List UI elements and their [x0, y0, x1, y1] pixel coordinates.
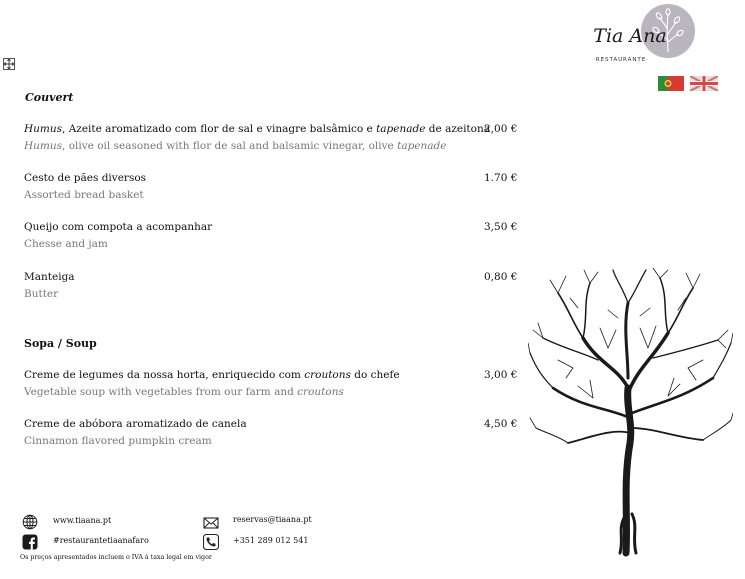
menu-item-butter-price: 0,80 €: [484, 271, 518, 283]
menu-item-pumpkin-pt: Creme de abóbora aromatizado de canela: [24, 418, 247, 430]
uk-flag-icon: [690, 76, 718, 91]
menu-item-bread-price: 1.70 €: [484, 172, 518, 184]
menu-item-vegetable-soup-price: 3,00 €: [484, 369, 518, 381]
footer-vat-note: Os preços apresentados incluem o IVA à taxa legal em vigor: [20, 554, 212, 561]
phone-icon: [203, 534, 219, 550]
menu-item-butter-pt: Manteiga: [24, 271, 75, 283]
footer-email-link[interactable]: reservas@tiaana.pt: [233, 515, 312, 524]
envelope-icon: [203, 515, 219, 531]
section-title-couvert: Couvert: [25, 91, 74, 104]
language-en-button[interactable]: [690, 76, 716, 91]
brand-name: Tia Ana: [593, 25, 667, 47]
menu-item-vegetable-soup-pt: Creme de legumes da nossa horta, enriquecido com croutons do chefe: [24, 369, 400, 381]
globe-icon: [22, 514, 38, 530]
menu-item-cheese-pt: Queijo com compota a acompanhar: [24, 221, 213, 233]
brand-subtitle: ·RESTAURANTE·: [593, 57, 649, 63]
section-title-soup: Sopa / Soup: [24, 337, 97, 350]
menu-item-humus-pt: Humus, Azeite aromatizado com flor de sal e vinagre balsâmico e tapenade de azeitona: [24, 123, 490, 135]
tree-illustration: [528, 268, 733, 558]
menu-item-butter-en: Butter: [24, 288, 59, 300]
table-move-handle[interactable]: [3, 58, 15, 70]
menu-item-humus-price: 2,00 €: [484, 123, 518, 135]
footer-phone-link[interactable]: +351 289 012 541: [233, 536, 309, 545]
menu-item-humus-en: Humus, olive oil seasoned with flor de sal and balsamic vinegar, olive tapenade: [24, 140, 447, 152]
portugal-flag-icon: [658, 76, 684, 91]
restaurant-logo: [572, 4, 702, 66]
menu-item-bread-en: Assorted bread basket: [24, 189, 144, 201]
menu-item-pumpkin-en: Cinnamon flavored pumpkin cream: [24, 435, 212, 447]
footer-facebook-link[interactable]: #restaurantetiaanafaro: [53, 536, 149, 545]
menu-item-vegetable-soup-en: Vegetable soup with vegetables from our farm and croutons: [24, 386, 344, 398]
facebook-icon: [22, 534, 38, 550]
menu-item-pumpkin-price: 4,50 €: [484, 418, 518, 430]
footer-website-link[interactable]: www.tiaana.pt: [53, 516, 112, 525]
language-pt-button[interactable]: [658, 76, 684, 91]
menu-item-cheese-price: 3,50 €: [484, 221, 518, 233]
menu-item-cheese-en: Chesse and jam: [24, 238, 108, 250]
menu-item-bread-pt: Cesto de pães diversos: [24, 172, 147, 184]
